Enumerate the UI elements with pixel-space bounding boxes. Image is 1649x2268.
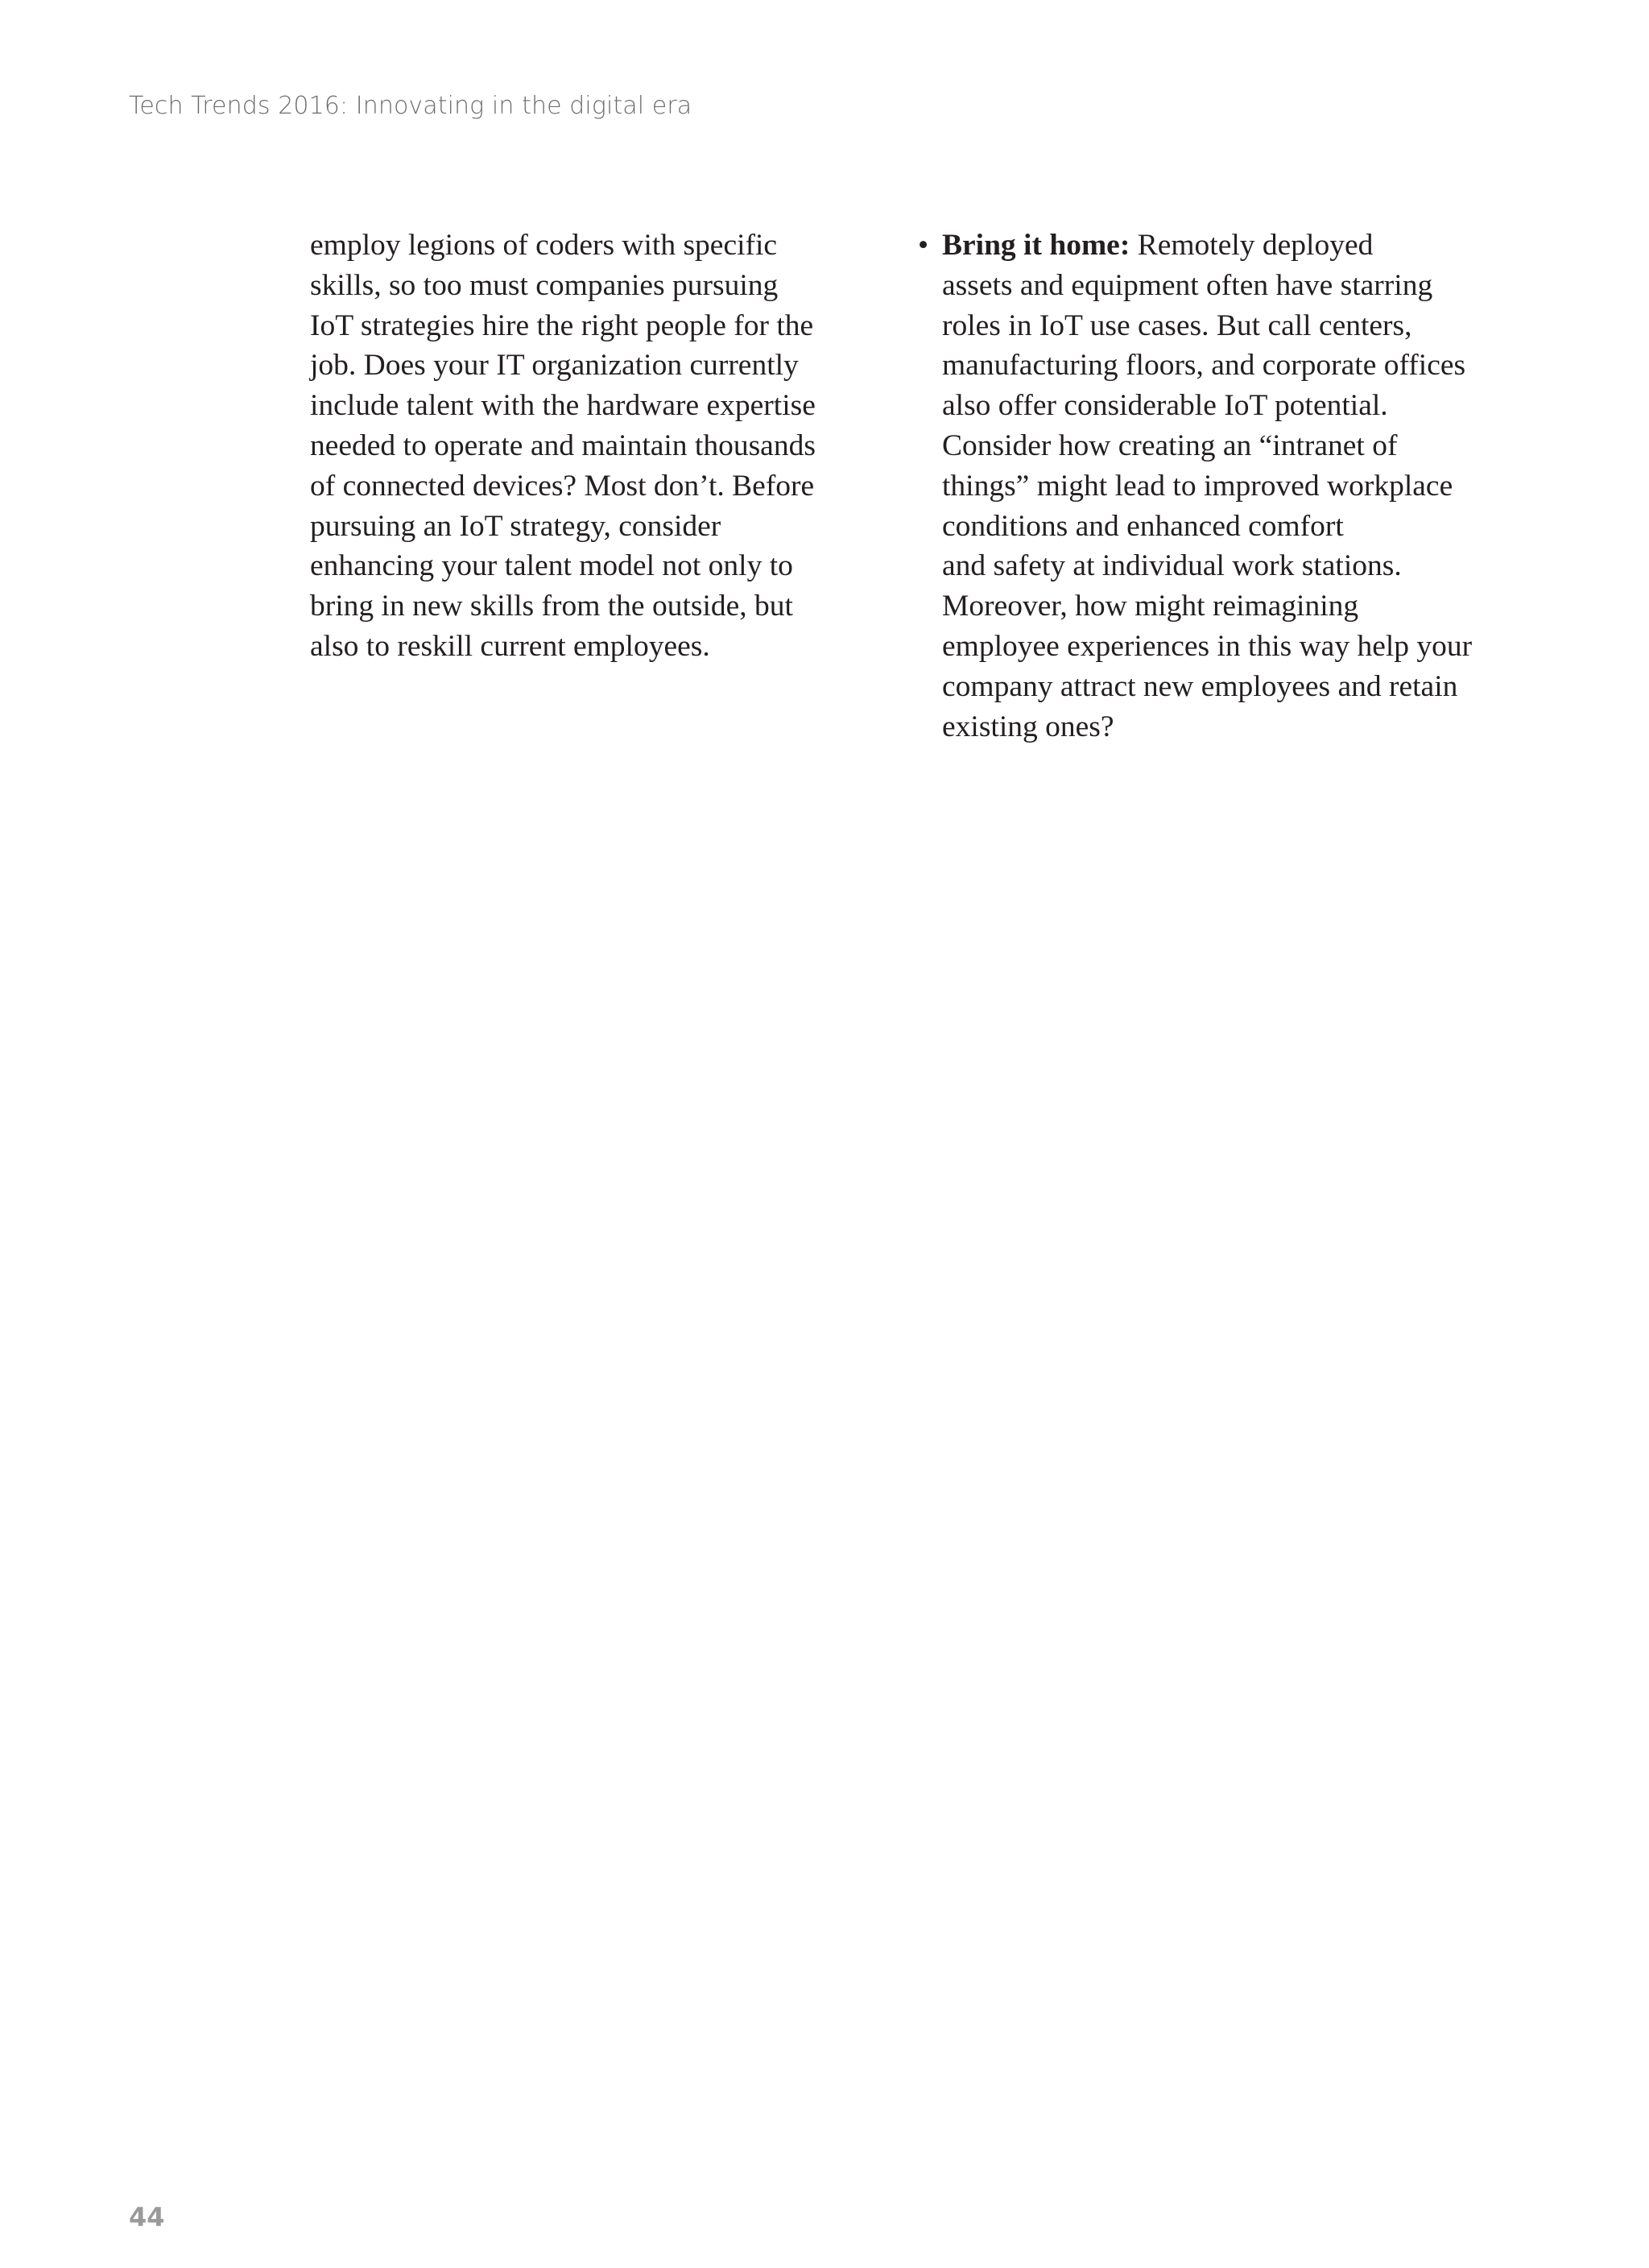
body-text-line: employee experiences in this way help your — [942, 629, 1473, 663]
body-text-line: IoT strategies hire the right people for the — [310, 308, 814, 342]
body-text-line: conditions and enhanced comfort — [942, 509, 1344, 543]
body-text-line: Consider how creating an “intranet of — [942, 428, 1398, 462]
body-text-line: things” might lead to improved workplace — [942, 469, 1453, 503]
body-text-line: skills, so too must companies pursuing — [310, 268, 779, 302]
body-text-line: include talent with the hardware expertise — [310, 389, 816, 423]
body-text-line: pursuing an IoT strategy, consider — [310, 509, 721, 543]
body-text-left-column — [310, 226, 858, 667]
body-text-line: bring in new skills from the outside, but — [310, 590, 793, 623]
bullet-lead-in: Bring it home: — [942, 229, 1130, 262]
body-text-line: manufacturing floors, and corporate offices — [942, 349, 1466, 383]
page-number: 44 — [129, 2202, 165, 2233]
body-text-line: and safety at individual work stations. — [942, 549, 1402, 583]
body-text-line: company attract new employees and retain — [942, 669, 1458, 703]
bullet-first-line — [942, 226, 1506, 266]
body-text-line: enhancing your talent model not only to — [310, 549, 793, 583]
body-text-line: assets and equipment often have starring — [942, 268, 1433, 302]
bullet-list-item — [918, 226, 1506, 747]
body-text-line: of connected devices? Most don’t. Before — [310, 469, 815, 503]
running-header: Tech Trends 2016: Innovating in the digital era — [129, 92, 692, 120]
body-text-line: Moreover, how might reimagining — [942, 590, 1359, 623]
bullet-first-line-text: Remotely deployed — [1130, 229, 1374, 262]
body-text-line: roles in IoT use cases. But call centers, — [942, 308, 1412, 342]
body-text-line: also to reskill current employees. — [310, 629, 710, 663]
body-text-line: existing ones? — [942, 710, 1114, 743]
body-text-line: also offer considerable IoT potential. — [942, 389, 1388, 423]
body-text-line: job. Does your IT organization currently — [310, 349, 799, 383]
body-text-line: employ legions of coders with specific — [310, 229, 778, 262]
body-text-line: needed to operate and maintain thousands — [310, 428, 816, 462]
bullet-marker: • — [918, 229, 929, 262]
body-text-right-column — [918, 226, 1506, 747]
